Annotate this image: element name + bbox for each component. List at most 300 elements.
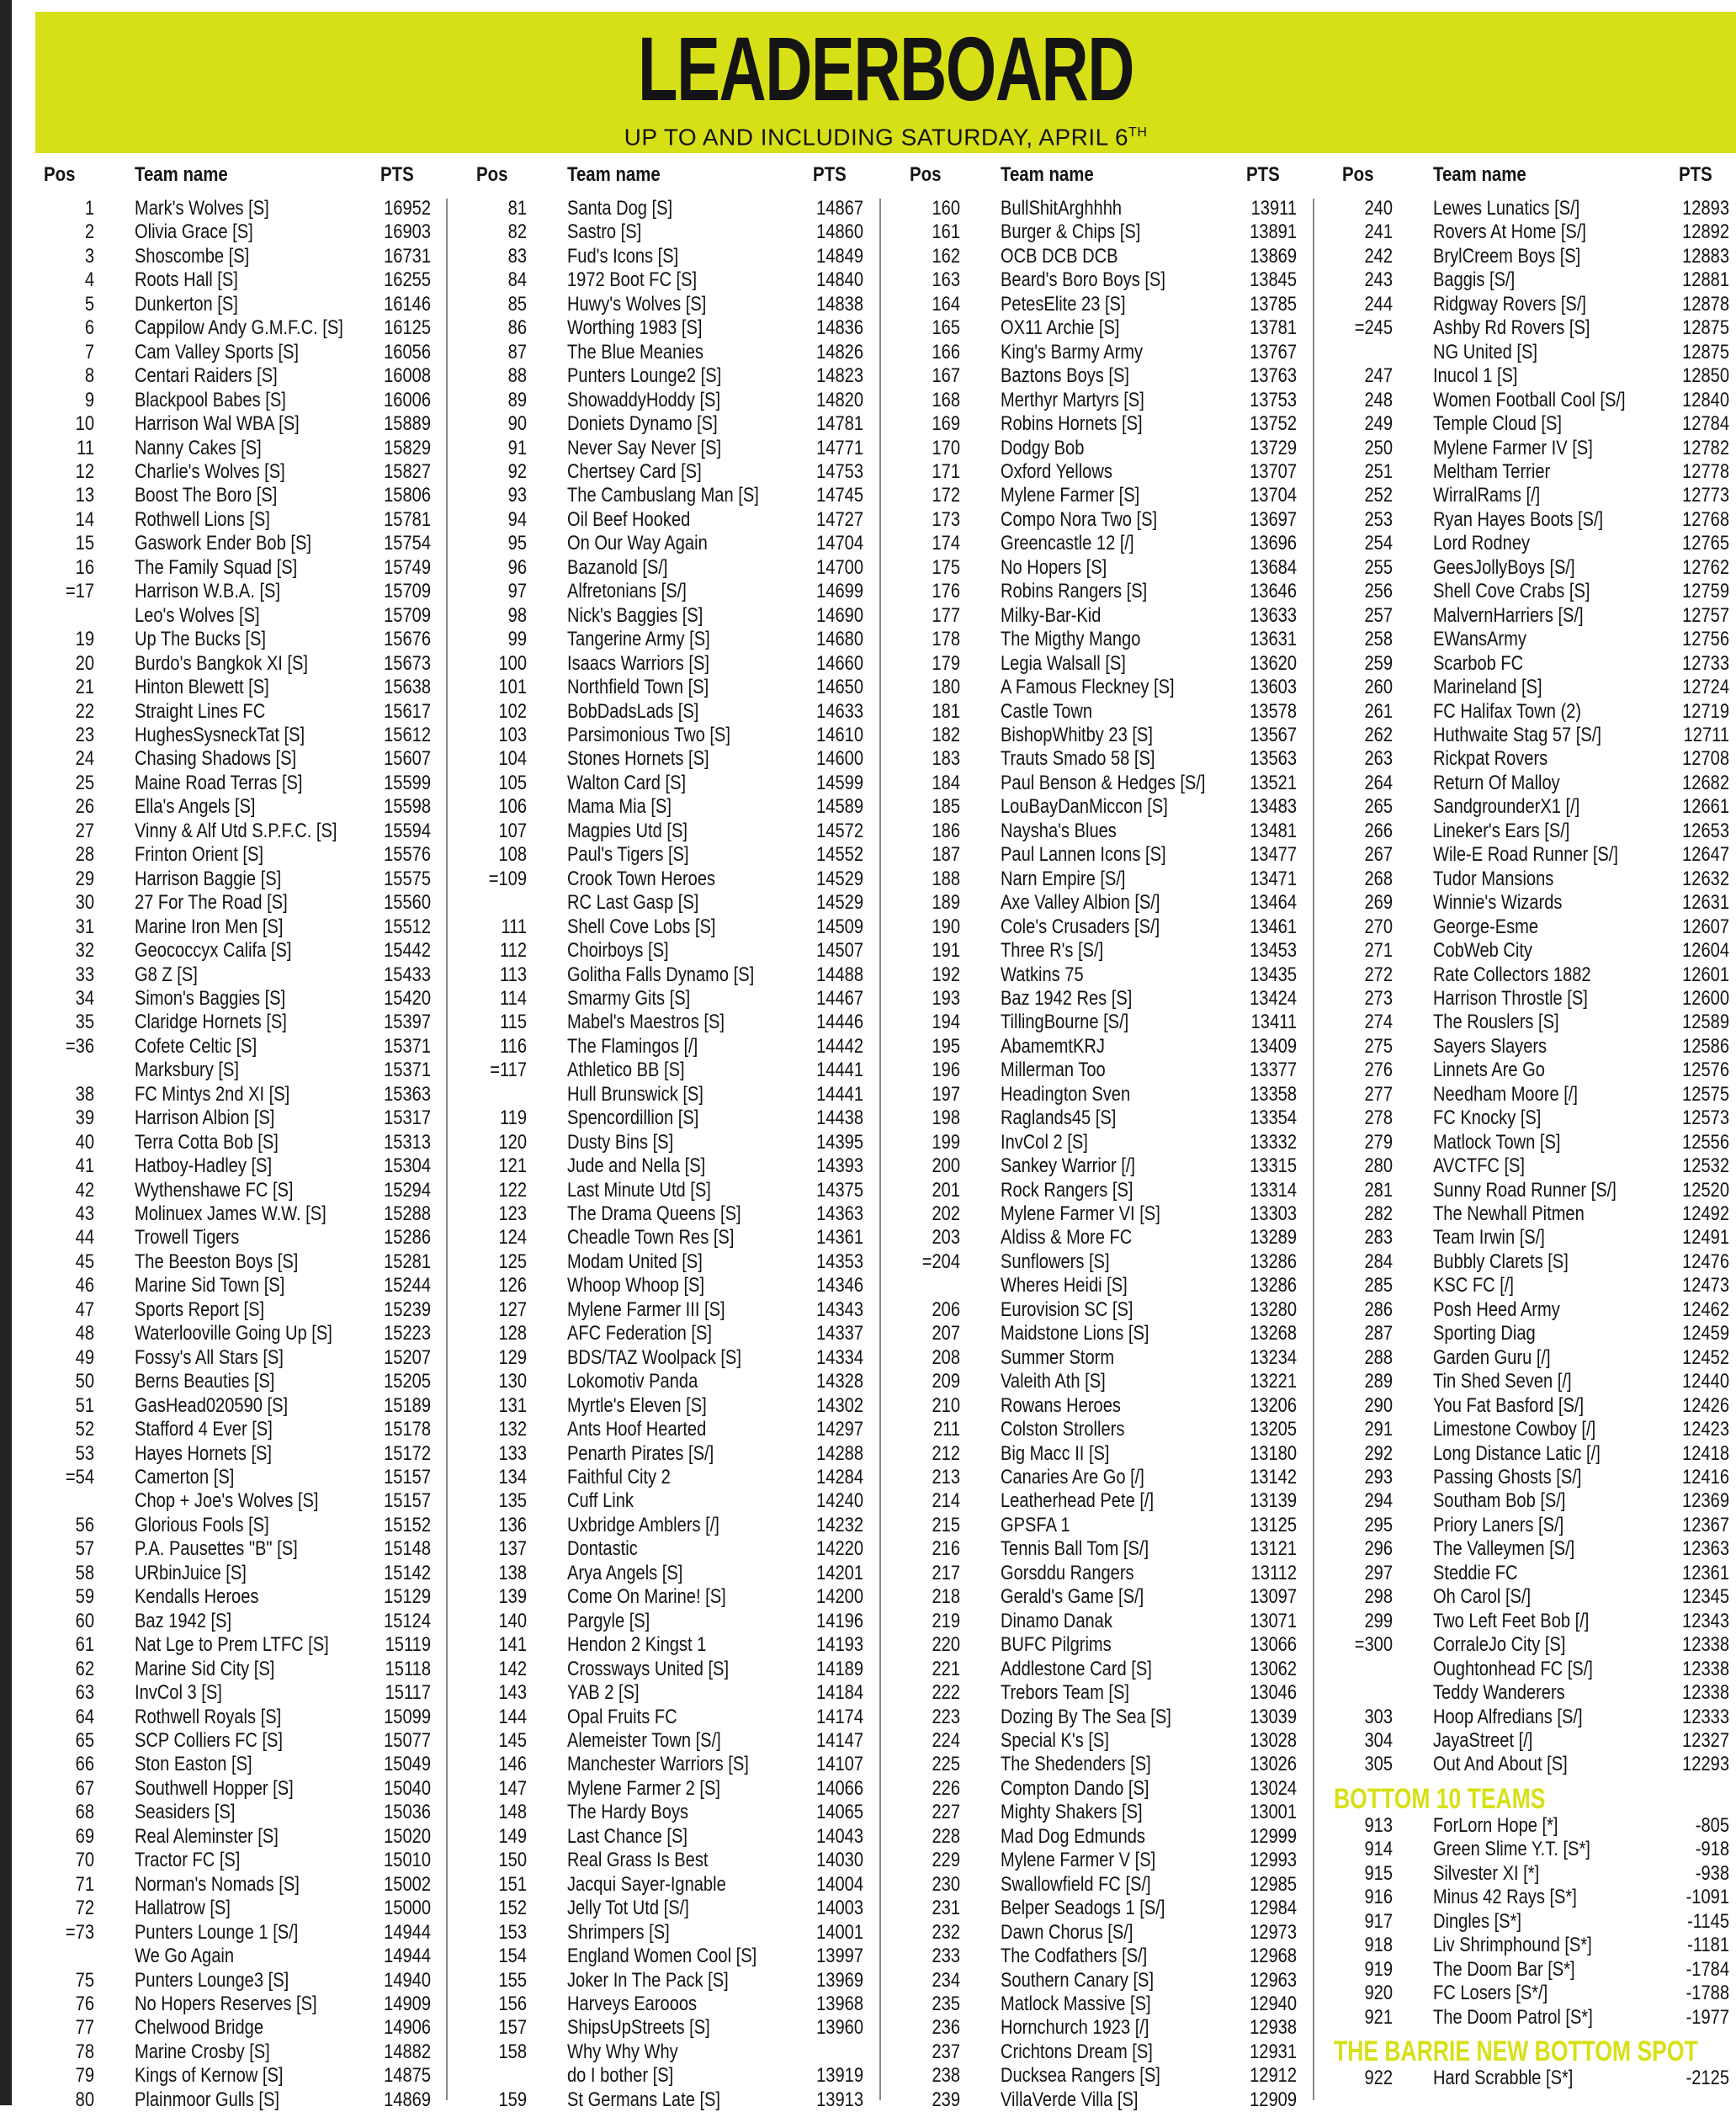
leaderboard-row (1334, 1418, 1729, 1441)
row-points: 15363 (384, 1082, 431, 1106)
row-points: 14174 (816, 1705, 863, 1728)
row-position: 303 (1364, 1705, 1393, 1728)
leaderboard-row (901, 389, 1297, 412)
row-points: 15607 (384, 747, 431, 771)
row-points: 13845 (1250, 268, 1297, 292)
row-position: 913 (1364, 1813, 1393, 1837)
row-team-name: Marineland [S] (1433, 676, 1542, 699)
row-team-name: The Valleymen [S/] (1433, 1537, 1575, 1561)
row-points: 14328 (816, 1370, 863, 1393)
leaderboard-row (468, 389, 863, 412)
row-points: 12532 (1682, 1154, 1729, 1178)
row-team-name: Rowans Heroes (1001, 1393, 1121, 1417)
row-points: 15178 (384, 1418, 431, 1441)
row-team-name: Marine Iron Men [S] (135, 915, 284, 938)
row-points: 12586 (1682, 1034, 1729, 1058)
row-position: 60 (75, 1609, 94, 1632)
row-position: 1 (84, 197, 94, 220)
row-team-name: do I bother [S] (567, 2064, 674, 2088)
row-team-name: Golitha Falls Dynamo [S] (567, 963, 755, 986)
row-position: 90 (507, 412, 527, 436)
leaderboard-row (468, 652, 863, 676)
row-position: 14 (75, 507, 94, 531)
row-position: 254 (1364, 532, 1393, 555)
leaderboard-row (1334, 1633, 1729, 1657)
row-team-name: Trowell Tigers (135, 1226, 240, 1250)
row-position: 153 (498, 1920, 527, 1944)
row-position: 284 (1364, 1250, 1393, 1273)
row-team-name: PetesElite 23 [S] (1001, 292, 1126, 316)
row-points: 15433 (384, 963, 431, 986)
row-points: -1091 (1686, 1886, 1729, 1909)
row-team-name: Tudor Mansions (1433, 867, 1554, 890)
row-points: 15560 (384, 891, 431, 915)
row-points: 14909 (384, 1992, 431, 2015)
row-team-name: Needham Moore [/] (1433, 1082, 1578, 1106)
row-points: 13286 (1250, 1274, 1297, 1297)
row-position: 228 (932, 1824, 960, 1848)
row-points: 14753 (816, 459, 863, 483)
row-position: 282 (1364, 1202, 1393, 1226)
row-points: 13289 (1250, 1226, 1297, 1250)
row-points: 12762 (1682, 555, 1729, 579)
row-team-name: Hoop Alfredians [S/] (1433, 1705, 1583, 1728)
row-points: 15099 (384, 1705, 431, 1728)
row-points: 14944 (384, 1945, 431, 1968)
leaderboard-row (901, 747, 1297, 771)
row-points: 12773 (1682, 484, 1729, 507)
row-points: 13453 (1250, 939, 1297, 963)
row-points: 14353 (816, 1250, 863, 1273)
row-position: 46 (75, 1274, 94, 1297)
row-team-name: Ducksea Rangers [S] (1001, 2064, 1160, 2088)
leaderboard-row (35, 1514, 431, 1537)
row-team-name: Teddy Wanderers (1433, 1681, 1565, 1705)
row-points: 12338 (1682, 1681, 1729, 1705)
row-position: 919 (1364, 1957, 1393, 1981)
row-team-name: Penarth Pirates [S/] (567, 1441, 714, 1465)
row-position: 180 (932, 676, 960, 699)
row-position: 243 (1364, 268, 1393, 292)
row-position: 221 (932, 1657, 960, 1680)
leaderboard-row (468, 1154, 863, 1178)
row-position: 32 (75, 939, 94, 963)
column-divider (1313, 199, 1314, 2100)
row-team-name: NG United [S] (1433, 340, 1537, 363)
row-position: 162 (932, 244, 960, 268)
row-position: 75 (75, 1968, 94, 1992)
leaderboard-row (35, 652, 431, 676)
row-team-name: Joker In The Pack [S] (567, 1968, 729, 1992)
leaderboard-row (468, 1083, 863, 1106)
row-points: 15124 (384, 1609, 431, 1632)
row-team-name: Maidstone Lions [S] (1001, 1322, 1149, 1345)
row-team-name: Harveys Earooos (567, 1992, 698, 2015)
row-position: 227 (932, 1801, 960, 1824)
row-points: 13578 (1250, 699, 1297, 723)
row-team-name: Tractor FC [S] (135, 1849, 241, 1872)
row-team-name: Garden Guru [/] (1433, 1345, 1551, 1369)
row-position: 250 (1364, 436, 1393, 459)
leaderboard-row (35, 1585, 431, 1609)
row-points: 14065 (816, 1801, 863, 1824)
leaderboard-row (35, 437, 431, 460)
row-points: 12875 (1682, 340, 1729, 363)
row-points: 15040 (384, 1776, 431, 1800)
row-team-name: AbamemtKRJ (1001, 1034, 1105, 1058)
row-team-name: The Doom Bar [S*] (1433, 1957, 1575, 1981)
row-points: 12756 (1682, 628, 1729, 651)
leaderboard-row (468, 1298, 863, 1322)
row-position: 191 (932, 939, 960, 963)
leaderboard-row (1334, 1442, 1729, 1466)
row-position: 166 (932, 340, 960, 363)
row-team-name: Ants Hoof Hearted (567, 1418, 707, 1441)
leaderboard-row (468, 1346, 863, 1370)
row-points: 15781 (384, 507, 431, 531)
leaderboard-row (901, 1873, 1297, 1897)
row-points: 12878 (1682, 292, 1729, 316)
row-points: 13753 (1250, 388, 1297, 411)
row-position: 51 (75, 1393, 94, 1417)
row-points: 14860 (816, 220, 863, 244)
row-position: 289 (1364, 1370, 1393, 1393)
row-team-name: BobDadsLads [S] (567, 699, 699, 723)
row-position: 129 (498, 1345, 527, 1369)
row-points: 15709 (384, 580, 431, 603)
leaderboard-row (1334, 820, 1729, 843)
row-position: 67 (75, 1776, 94, 1800)
row-points: 12363 (1682, 1537, 1729, 1561)
row-points: 13071 (1250, 1609, 1297, 1632)
row-team-name: On Our Way Again (567, 532, 708, 555)
row-points: 14836 (816, 316, 863, 340)
row-points: 14343 (816, 1297, 863, 1321)
row-team-name: ShipsUpStreets [S] (567, 2016, 710, 2040)
leaderboard-row (901, 1346, 1297, 1370)
row-position: 108 (498, 843, 527, 867)
row-points: 13435 (1250, 963, 1297, 986)
row-points: 15594 (384, 819, 431, 842)
header-team: Team name (1433, 163, 1526, 186)
leaderboard-row (901, 915, 1297, 939)
leaderboard-row (1334, 1610, 1729, 1633)
row-points: 14840 (816, 268, 863, 292)
row-team-name: Sayers Slayers (1433, 1034, 1548, 1058)
row-points: 12984 (1250, 1897, 1297, 1920)
row-team-name: Marine Sid Town [S] (135, 1274, 285, 1297)
row-position: 38 (75, 1082, 94, 1106)
leaderboard-row (468, 437, 863, 460)
row-position: 201 (932, 1178, 960, 1202)
row-team-name: ShowaddyHoddy [S] (567, 388, 721, 411)
row-position: 22 (75, 699, 94, 723)
row-team-name: The Hardy Boys (567, 1801, 689, 1824)
row-points: -918 (1695, 1838, 1729, 1861)
row-team-name: Headington Sven (1001, 1082, 1131, 1106)
row-points: 14297 (816, 1418, 863, 1441)
row-points: 13221 (1250, 1370, 1297, 1393)
row-position: 155 (498, 1968, 527, 1992)
row-position: 217 (932, 1561, 960, 1584)
row-team-name: The Rouslers [S] (1433, 1011, 1559, 1034)
row-points: 12556 (1682, 1130, 1729, 1154)
leaderboard-row (901, 412, 1297, 436)
row-points: 15889 (384, 412, 431, 436)
row-team-name: Molinuex James W.W. [S] (135, 1202, 326, 1226)
row-team-name: InvCol 3 [S] (135, 1681, 222, 1705)
row-position: 3 (84, 244, 94, 268)
header-pts: PTS (380, 163, 414, 186)
row-position: 304 (1364, 1729, 1393, 1752)
leaderboard-row (901, 1131, 1297, 1154)
row-points: 14781 (816, 412, 863, 436)
row-points: 14823 (816, 364, 863, 388)
leaderboard-row (1334, 915, 1729, 939)
row-position: 169 (932, 412, 960, 436)
leaderboard-row (901, 532, 1297, 555)
row-points: 13205 (1250, 1418, 1297, 1441)
row-points: 13377 (1250, 1059, 1297, 1082)
row-team-name: HughesSysneckTat [S] (135, 723, 305, 746)
leaderboard-row (468, 484, 863, 507)
row-position: 122 (498, 1178, 527, 1202)
row-team-name: Beard's Boro Boys [S] (1001, 268, 1165, 292)
row-points: 15397 (384, 1011, 431, 1034)
row-points: 14610 (816, 723, 863, 746)
row-points: 14441 (816, 1059, 863, 1082)
row-team-name: AVCTFC [S] (1433, 1154, 1526, 1178)
row-team-name: Raglands45 [S] (1001, 1106, 1117, 1130)
row-position: 61 (75, 1633, 94, 1657)
leaderboard-row (35, 460, 431, 484)
row-position: 237 (932, 2040, 960, 2063)
row-position: 275 (1364, 1034, 1393, 1058)
leaderboard-row (1334, 939, 1729, 963)
column-divider (879, 199, 881, 2100)
row-points: 12909 (1250, 2088, 1297, 2111)
row-points: 13125 (1250, 1513, 1297, 1536)
leaderboard-row (1334, 1394, 1729, 1418)
leaderboard-row (468, 1969, 863, 1993)
row-position: 119 (499, 1106, 527, 1130)
row-points: 14442 (816, 1034, 863, 1058)
row-team-name: Santa Dog [S] (567, 197, 673, 220)
row-points: 16056 (384, 340, 431, 363)
row-points: 12733 (1682, 651, 1729, 675)
leaderboard-row (468, 987, 863, 1011)
leaderboard-row (35, 724, 431, 747)
row-position: 219 (932, 1609, 960, 1632)
row-position: 53 (75, 1441, 94, 1465)
row-points: 12724 (1682, 676, 1729, 699)
leaderboard-row (35, 1346, 431, 1370)
row-position: 172 (932, 484, 960, 507)
row-position: 249 (1364, 412, 1393, 436)
row-position: 130 (498, 1370, 527, 1393)
row-position: 179 (932, 651, 960, 675)
row-position: 10 (75, 412, 94, 436)
row-position: 39 (75, 1106, 94, 1130)
row-points: 13729 (1250, 436, 1297, 459)
row-team-name: Northfield Town [S] (567, 676, 709, 699)
row-points: 12575 (1682, 1082, 1729, 1106)
row-team-name: Dunkerton [S] (135, 292, 238, 316)
row-points: 14446 (816, 1011, 863, 1034)
leaderboard-column-1 (35, 153, 431, 2112)
row-points: 12840 (1682, 388, 1729, 411)
row-team-name: Real Aleminster [S] (135, 1824, 279, 1848)
row-position: 154 (498, 1945, 527, 1968)
row-position: 209 (932, 1370, 960, 1393)
row-team-name: Baz 1942 [S] (135, 1609, 232, 1632)
leaderboard-row (1334, 197, 1729, 220)
row-points: 15281 (384, 1250, 431, 1273)
row-points: 13521 (1250, 771, 1297, 794)
row-position: 142 (498, 1657, 527, 1680)
row-team-name: Jelly Tot Utd [S/] (567, 1897, 689, 1920)
row-points: 14869 (384, 2088, 431, 2111)
leaderboard-row (1334, 868, 1729, 891)
row-position: 41 (75, 1154, 94, 1178)
row-team-name: Hornchurch 1923 [/] (1001, 2016, 1149, 2040)
row-team-name: Leo's Wolves [S] (135, 603, 260, 627)
row-points: 14334 (816, 1345, 863, 1369)
row-team-name: Sankey Warrior [/] (1001, 1154, 1136, 1178)
barrie-bottom-spot-heading (1334, 2033, 1729, 2067)
row-points: 12963 (1250, 1968, 1297, 1992)
row-team-name: Meltham Terrier (1433, 459, 1551, 483)
leaderboard-row (468, 293, 863, 316)
row-team-name: Liv Shrimphound [S*] (1433, 1934, 1592, 1957)
row-points: 15612 (384, 723, 431, 746)
row-points: 12576 (1682, 1059, 1729, 1082)
row-position: 917 (1364, 1909, 1393, 1933)
row-position: 242 (1364, 244, 1393, 268)
row-position: 136 (498, 1513, 527, 1536)
leaderboard-row (1334, 1681, 1729, 1705)
row-points: 13997 (816, 1945, 863, 1968)
leaderboard-row (35, 341, 431, 364)
row-team-name: Marine Sid City [S] (135, 1657, 275, 1680)
row-team-name: BUFC Pilgrims (1001, 1633, 1112, 1657)
row-points: 12293 (1682, 1753, 1729, 1776)
row-position: 4 (84, 268, 94, 292)
row-points: 15239 (384, 1297, 431, 1321)
row-team-name: Gerald's Game [S/] (1001, 1585, 1144, 1609)
row-team-name: Addlestone Card [S] (1001, 1657, 1152, 1680)
row-points: 14066 (816, 1776, 863, 1800)
row-team-name: Scarbob FC (1433, 651, 1524, 675)
row-points: 12768 (1682, 507, 1729, 531)
row-points: 12452 (1682, 1345, 1729, 1369)
row-position: 116 (499, 1034, 527, 1058)
leaderboard-row (901, 868, 1297, 891)
row-position: 296 (1364, 1537, 1393, 1561)
row-points: 13707 (1250, 459, 1297, 483)
row-position: 158 (498, 2040, 527, 2063)
leaderboard-row (468, 1179, 863, 1202)
leaderboard-row (1334, 389, 1729, 412)
row-team-name: Lineker's Ears [S/] (1433, 819, 1570, 842)
leaderboard-row (35, 1489, 431, 1513)
leaderboard-row (468, 1610, 863, 1633)
leaderboard-row (35, 1777, 431, 1801)
row-team-name: Centari Raiders [S] (135, 364, 278, 388)
row-team-name: Shrimpers [S] (567, 1920, 670, 1944)
row-points: 15827 (384, 459, 431, 483)
row-points: 13620 (1250, 651, 1297, 675)
row-team-name: Marine Crosby [S] (135, 2040, 270, 2063)
row-team-name: BishopWhitby 23 [S] (1001, 723, 1153, 746)
row-team-name: Oil Beef Hooked (567, 507, 691, 531)
row-points: 14184 (816, 1681, 863, 1705)
row-points: 15207 (384, 1345, 431, 1369)
row-points: 12931 (1250, 2040, 1297, 2063)
row-team-name: P.A. Pausettes "B" [S] (135, 1537, 298, 1561)
row-team-name: Claridge Hornets [S] (135, 1011, 287, 1034)
row-team-name: VillaVerde Villa [S] (1001, 2088, 1139, 2111)
row-position: =109 (488, 867, 527, 890)
row-position: 95 (507, 532, 527, 555)
row-team-name: Fud's Icons [S] (567, 244, 679, 268)
row-position: 143 (498, 1681, 527, 1705)
row-points: 12653 (1682, 819, 1729, 842)
row-team-name: Robins Hornets [S] (1001, 412, 1143, 436)
row-position: 298 (1364, 1585, 1393, 1609)
row-position: =17 (65, 580, 94, 603)
row-points: 14302 (816, 1393, 863, 1417)
row-points: 14529 (816, 891, 863, 915)
row-points: 16008 (384, 364, 431, 388)
row-position: 29 (75, 867, 94, 890)
row-points: 13097 (1250, 1585, 1297, 1609)
row-position: 77 (75, 2016, 94, 2040)
leaderboard-row (35, 1873, 431, 1897)
row-team-name: SCP Colliers FC [S] (135, 1729, 284, 1752)
row-points: 15117 (385, 1681, 431, 1705)
row-position: 238 (932, 2064, 960, 2088)
row-position: 267 (1364, 843, 1393, 867)
row-position: 253 (1364, 507, 1393, 531)
leaderboard-row (35, 1849, 431, 1872)
row-team-name: Dontastic (567, 1537, 638, 1561)
row-team-name: MalvernHarriers [S/] (1433, 603, 1584, 627)
row-team-name: RC Last Gasp [S] (567, 891, 699, 915)
leaderboard-row (1334, 1059, 1729, 1082)
leaderboard-row (468, 843, 863, 867)
row-position: 13 (75, 484, 94, 507)
row-team-name: Wile-E Road Runner [S/] (1433, 843, 1618, 867)
row-position: 69 (75, 1824, 94, 1848)
row-team-name: Paul Lannen Icons [S] (1001, 843, 1166, 867)
leaderboard-row (901, 795, 1297, 819)
row-position: 163 (932, 268, 960, 292)
row-points: 15749 (384, 555, 431, 579)
row-position: 214 (932, 1489, 960, 1513)
row-points: 13483 (1250, 795, 1297, 819)
row-team-name: Geococcyx Califa [S] (135, 939, 292, 963)
leaderboard-row (35, 364, 431, 388)
row-team-name: TillingBourne [S/] (1001, 1011, 1129, 1034)
row-points: 14240 (816, 1489, 863, 1513)
row-position: 194 (932, 1011, 960, 1034)
row-team-name: Two Left Feet Bob [/] (1433, 1609, 1590, 1632)
leaderboard-row (1334, 341, 1729, 364)
row-points: 12782 (1682, 436, 1729, 459)
row-position: 15 (75, 532, 94, 555)
row-team-name: Parsimonious Two [S] (567, 723, 730, 746)
